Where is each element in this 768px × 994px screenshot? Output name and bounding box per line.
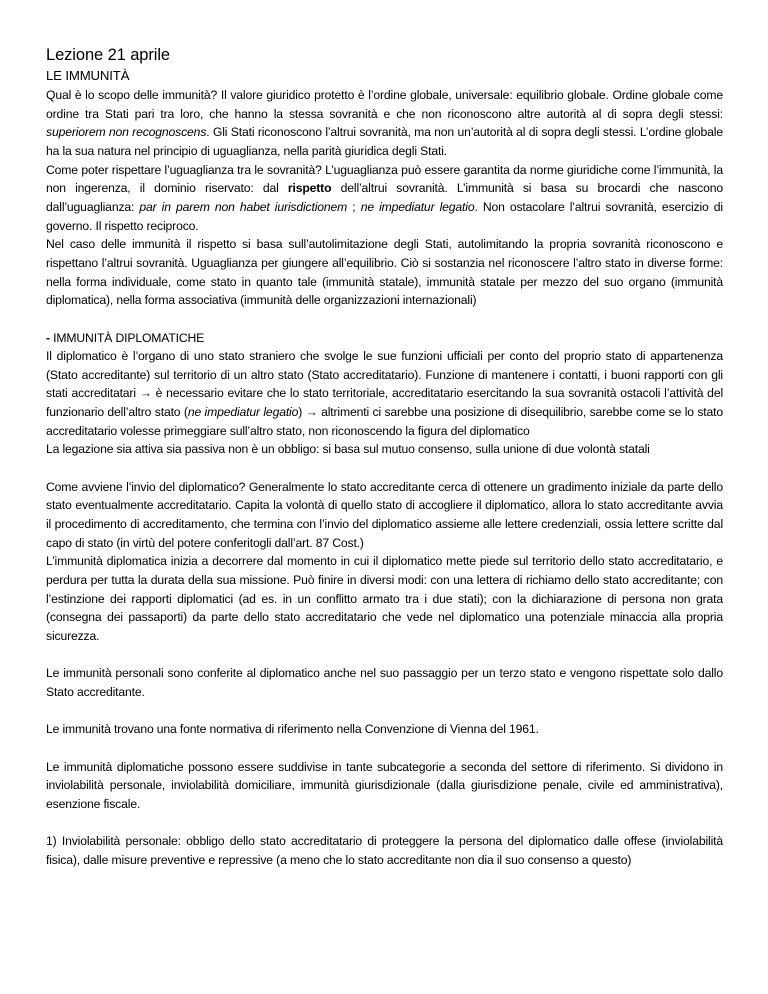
document-page [46, 44, 723, 869]
spacer [46, 702, 723, 721]
paragraph-diplomatic-5: Le immunità personali sono conferite al diplomatico anche nel suo passaggio per un terzo stato e vengono rispettate solo dallo Stato accreditante. [46, 666, 723, 699]
paragraph-diplomatic-6: Le immunità trovano una fonte normativa di riferimento nella Convenzione di Vienna del 1961. [46, 722, 539, 737]
paragraph-diplomatic-4: L’immunità diplomatica inizia a decorrere dal momento in cui il diplomatico mette piede sul territorio dello stato accreditatario, e perdura per tutta la durata della sua missione. Può finire in diversi modi: con una lettera di richiamo dello stato accreditante; con l’estinzione dei rapporti diplomatici (ad es. in un conflitto armato tra i due stati); con la dichiarazione di persona non grata (consegna dei passaporti) da parte dello stato accreditatario che vede nel diplomatico una potenziale minaccia alla propria sicurezza. [46, 554, 723, 643]
paragraph-diplomatic-3: Come avviene l’invio del diplomatico? Generalmente lo stato accreditante cerca di ottenere un gradimento iniziale da parte dello stato eventualmente accreditatario. Capita la volontà di quello stato di accogliere il diplomatico, allora lo stato accreditante avvia il procedimento di accreditamento, che termina con l’invio del diplomatico assieme alle lettere credenziali, ossia lettere scritte dal capo di stato (in virtù del potere conferitogli dall’art. 87 Cost.) [46, 479, 723, 550]
spacer [46, 814, 723, 833]
paragraph-intro-2: Come poter rispettare l’uguaglianza tra le sovranità? L’uguaglianza può essere garantita da norme giuridiche come l’immunità, la non ingerenza, il dominio riservato: dal rispetto dell’altrui sovranità. L’immunità si basa su brocardi che nascono dall’uguaglianza: par in parem non habet iurisdictionem ; ne impediatur legatio. Non ostacolare l’altrui sovranità, esercizio di governo. Il rispetto reciproco. [46, 162, 723, 233]
section-heading-diplomatic: - IMMUNITÀ DIPLOMATICHE [46, 330, 205, 345]
spacer [46, 310, 723, 329]
paragraph-diplomatic-1: Il diplomatico è l’organo di uno stato straniero che svolge le sue funzioni ufficiali per conto del proprio stato di appartenenza (Stato accreditante) sul territorio di un altro stato (Stato accreditatario). Funzione di mantenere i contatti, i buoni rapporti con gli stati accreditatari → è necessario evitare che lo stato territoriale, accreditatario esercitando la sua sovranità ostacoli l’attività del funzionario dell’altro stato (ne impediatur legatio) → altrimenti ci sarebbe una posizione di disequilibrio, sarebbe come se lo stato accreditatario volesse primeggiare sull’altro stato, non riconoscendo la figura del diplomatico [46, 349, 724, 438]
paragraph-diplomatic-7: Le immunità diplomatiche possono essere suddivise in tante subcategorie a seconda del settore di riferimento. Si dividono in inviolabilità personale, inviolabilità domiciliare, immunità giurisdizionale (dalla giurisdizione penale, civile ed amministrativa), esenzione fiscale. [46, 759, 723, 811]
bold-term: rispetto [287, 181, 332, 196]
paragraph-intro-1: Qual è lo scopo delle immunità? Il valore giuridico protetto è l’ordine globale, universale: equilibrio globale. Ordine globale come ordine tra Stati pari tra loro, che hanno la stessa sovranità e che non riconoscono altre autorità al di sopra degli stessi: superiorem non recognoscens. Gli Stati riconoscono l’altrui sovranità, ma non un’autorità al di sopra degli stessi. L’ordine globale ha la sua natura nel principio di uguaglianza, nella parità giuridica degli Stati. [46, 88, 723, 158]
spacer [46, 646, 723, 665]
paragraph-intro-3: Nel caso delle immunità il rispetto si basa sull’autolimitazione degli Stati, autolimitando la propria sovranità riconoscono e rispettano l’altrui sovranità. Uguaglianza per giungere all’equilibrio. Ciò si sostanzia nel riconoscere l’altro stato in diverse forme: nella forma individuale, come stato in quanto tale (immunità statale), immunità statale per mezzo del suo organo (immunità diplomatica), nella forma associativa (immunità delle organizzazioni internazionali) [46, 237, 723, 308]
spacer [46, 459, 723, 478]
section-heading-immunita: LE IMMUNITÀ [46, 68, 130, 83]
latin-phrase: par in parem non habet iurisdictionem [139, 199, 348, 214]
paragraph-diplomatic-8: 1) Inviolabilità personale: obbligo dello stato accreditatario di proteggere la persona del diplomatico dalle offese (inviolabilità fisica), dalle misure preventive e repressive (a meno che lo stato accreditante non dia il suo consenso a questo) [46, 834, 723, 867]
latin-phrase: ne impediatur legatio [187, 405, 299, 420]
latin-phrase: superiorem non recognoscens [46, 125, 207, 140]
paragraph-diplomatic-2: La legazione sia attiva sia passiva non è un obbligo: si basa sul mutuo consenso, sulla unione di due volontà statali [46, 442, 650, 457]
dash-bullet: - [46, 330, 50, 345]
spacer [46, 739, 723, 758]
document-title: Lezione 21 aprile [46, 46, 170, 64]
latin-phrase: ne impediatur legatio [360, 199, 475, 214]
